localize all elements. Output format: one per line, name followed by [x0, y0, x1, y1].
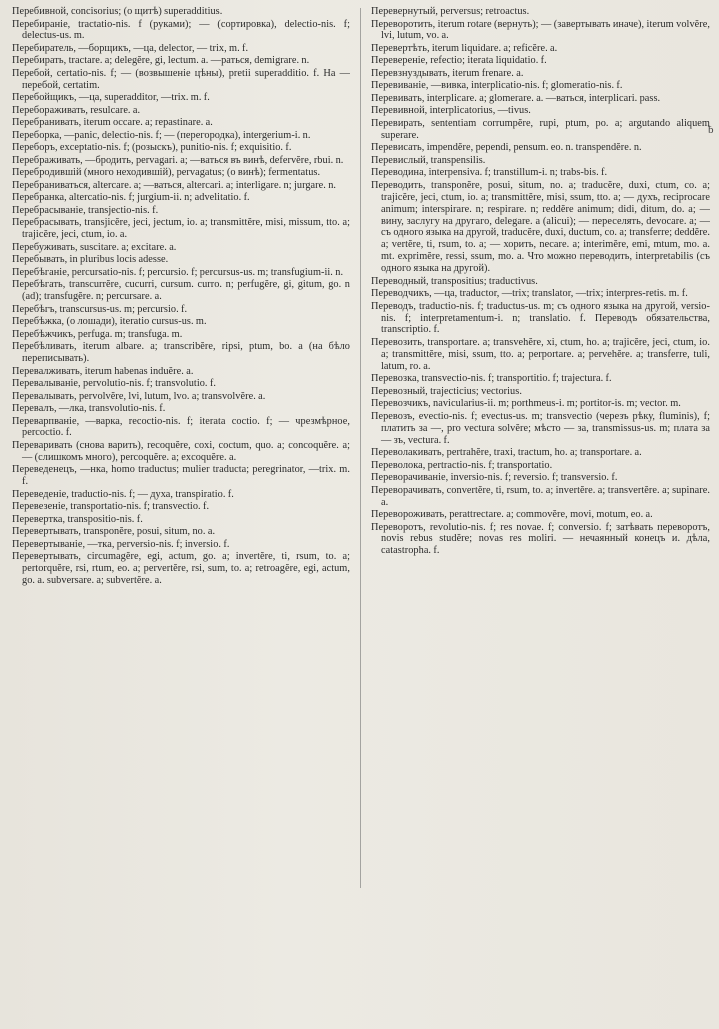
- dictionary-entry: Перевивной, interplicatorius, —tivus.: [371, 105, 531, 117]
- dictionary-entry: Перебранка, altercatio-nis. f; jurgium-ii. n; advelitatio. f.: [12, 192, 250, 204]
- dictionary-entry: Перевозъ, evectio-nis. f; evectus-us. m; transvectio (черезъ рѣку, fluminis), f; платить за —, pro vectura solvĕre; мѣсто — за, transmissus-us. m; плата за — зъ, vectura. f.: [371, 410, 710, 446]
- dictionary-entry: Переводчикъ, —ца, traductor, —trix; translator, —trix; interpres-retis. m. f.: [371, 288, 688, 300]
- dictionary-entry: Переведенецъ, —нка, homo traductus; mulier traducta; peregrinator, —trix. m. f.: [12, 464, 350, 488]
- dictionary-entry: Перевозить, transportare. a; transvehĕre, xi, ctum, ho. a; trajicĕre, jeci, ctum, io. a; transmittĕre, misi, ssum, tto. a; perportare. a; pervehĕre. a; transferre, tuli, latum, ro. a.: [371, 336, 710, 372]
- dictionary-entry: Перебойщикъ, —ца, superadditor, —trix. m. f.: [12, 92, 210, 104]
- dictionary-entry: Перевозчикъ, navicularius-ii. m; porthmeus-i. m; portitor-is. m; vector. m.: [371, 398, 681, 410]
- dictionary-entry: Перебрасыванiе, transjectio-nis. f.: [12, 204, 159, 216]
- dictionary-entry: Перевалъ, —лка, transvolutio-nis. f.: [12, 403, 166, 415]
- dictionary-entry: Перебѣливать, iterum albare. a; transcribĕre, ripsi, ptum, bo. a (на бѣло переписывать).: [12, 341, 350, 365]
- right-column: [371, 6, 710, 558]
- dictionary-entry: Перевирать, sententiam corrumpĕre, rupi, ptum, po. a; argutando aliquem superare.: [371, 117, 710, 141]
- dictionary-entry: Перевалживать, iterum habenas induĕre. a.: [12, 365, 194, 377]
- dictionary-entry: Перевисать, impendĕre, pependi, pensum. eo. n. transpendĕre. n.: [371, 142, 642, 154]
- dictionary-entry: Перевертыванiе, —тка, perversio-nis. f; inversio. f.: [12, 538, 230, 550]
- dictionary-entry: Переворачивать, convertĕre, ti, rsum, to. a; invertĕre. a; transvertĕre. a; supinare. a.: [371, 484, 710, 508]
- dictionary-entry: Переворотъ, revolutio-nis. f; res novae. f; conversio. f; затѣвать переворотъ, novis rebus studĕre; novas res moliri. — нечаянный конецъ и. дѣла, catastropha. f.: [371, 521, 710, 557]
- dictionary-entry: Перевезенiе, transportatio-nis. f; transvectio. f.: [12, 501, 210, 513]
- dictionary-entry: Перебирать, tractare. a; delegĕre, gi, lectum. a. —раться, demigrare. n.: [12, 55, 310, 67]
- dictionary-entry: Перевертывать, circumagĕre, egi, actum, go. a; invertĕre, ti, rsum, to. a; pertorquĕre, rsi, rtum, eo. a; pervertĕre, rsi, sum, to. a; retroagĕre, egi, actum, go. a. subversare. a; subvertĕre. a.: [12, 551, 350, 587]
- dictionary-entry: Переволока, pertractio-nis. f; transportatio.: [371, 459, 553, 471]
- dictionary-entry: Перебиранiе, tractatio-nis. f (руками); — (сортировка), delectio-nis. f; delectus-us. m.: [12, 18, 350, 42]
- dictionary-entry: Перевиванiе, —вивка, interplicatio-nis. f; glomeratio-nis. f.: [371, 80, 623, 92]
- dictionary-entry: Перебораживать, resulcare. a.: [12, 104, 141, 116]
- dictionary-entry: Перевалывать, pervolvĕre, lvi, lutum, lvo. a; transvolvĕre. a.: [12, 390, 266, 402]
- dictionary-entry: Переволакивать, pertrahĕre, traxi, tractum, ho. a; transportare. a.: [371, 447, 642, 459]
- dictionary-entry: Перевозка, transvectio-nis. f; transportitio. f; trajectura. f.: [371, 373, 612, 385]
- dictionary-entry: Переведенiе, traductio-nis. f; — духа, transpiratio. f.: [12, 488, 234, 500]
- dictionary-entry: Переваривать (снова варить), recoquĕre, coxi, coctum, quo. a; concoquĕre. a; — (слишкомъ много), percoquĕre. a; excoquĕre. a.: [12, 439, 350, 463]
- margin-mark: ƀ: [708, 124, 714, 136]
- dictionary-entry: Переварпванiе, —варка, recoctio-nis. f; iterata coctio. f; — чрезмѣрное, percoctio. f.: [12, 415, 350, 439]
- dictionary-entry: Перебѣганiе, percursatio-nis. f; percursio. f; percursus-us. m; transfugium-ii. n.: [12, 266, 344, 278]
- dictionary-entry: Переборъ, exceptatio-nis. f; (розыскъ), punitio-nis. f; exquisitio. f.: [12, 142, 292, 154]
- dictionary-entry: Перебиратель, —борщикъ, —ца, delector, — trix, m. f.: [12, 42, 249, 54]
- dictionary-entry: Переворачиванiе, inversio-nis. f; reversio. f; transversio. f.: [371, 472, 618, 484]
- dictionary-entry: Перевертѣть, iterum liquidare. a; reficĕre. a.: [371, 42, 558, 54]
- dictionary-entry: Перевзнуздывать, iterum frenare. a.: [371, 67, 524, 79]
- dictionary-entry: Перебраживать, —бродить, pervagari. a; —ваться въ винѣ, defervĕre, rbui. n.: [12, 154, 344, 166]
- dictionary-entry: Перевозный, trajecticius; vectorius.: [371, 385, 522, 397]
- dictionary-entry: Переводный, transpositius; traductivus.: [371, 275, 538, 287]
- dictionary-entry: Перевертка, transpositio-nis. f.: [12, 513, 143, 525]
- dictionary-entry: Переворотить, iterum rotare (вернуть); — (завертывать иначе), iterum volvĕre, lvi, lutum, vo. a.: [371, 18, 710, 42]
- dictionary-entry: Перебой, certatio-nis. f; — (возвышенiе цѣны), pretii superadditio. f. На — перебой, certatim.: [12, 67, 350, 91]
- dictionary-entry: Перебѣгъ, transcursus-us. m; percursio. f.: [12, 303, 188, 315]
- dictionary-entry: Переверенiе, refectio; iterata liquidatio. f.: [371, 55, 547, 67]
- dictionary-entry: Перевернутый, perversus; retroactus.: [371, 6, 530, 17]
- dictionary-entry: Перебивной, concisorius; (о щитѣ) superadditius.: [12, 6, 223, 17]
- dictionary-entry: Переводить, transponĕre, posui, situm, no. a; traducĕre, duxi, ctum, co. a; trajicĕre, jeci, ctum, io. a; transmittĕre, misi, ssum, tto. a; — духъ, reciprocare animum; interspirare. n; respirare. n; reddĕre animum; didi, ditum, do. a; — вину, заслугу на другаго, delegare. a (alicui); — переселять, devocare. a; — съ одного языка на другой, traducĕre, duxi, ductum, co. a; transferre; deddĕre. a; vertĕre, ti, rsum, to. a; — хорить, necare. a; interimĕre, emi, mtum, mo. a. mt. exprimĕre, ressi, ssum, mo. a. Что можно переводить, interpretabilis (съ одного языка на другой).: [371, 179, 710, 275]
- dictionary-entry: Перевороживать, perattrectare. a; commovĕre, movi, motum, eo. a.: [371, 509, 653, 520]
- dictionary-entry: Перебѣгать, transcurrĕre, cucurri, cursum. curro. n; perfugĕre, gi, gitum, go. n (ad); transfugĕre. n; percursare. a.: [12, 279, 350, 303]
- dictionary-entry: Перебуживать, suscitare. a; excitare. a.: [12, 241, 177, 253]
- dictionary-entry: Перебѣжка, (о лошади), iteratio cursus-us. m.: [12, 316, 207, 328]
- dictionary-entry: Перевертывать, transponĕre, posui, situm, no. a.: [12, 526, 216, 538]
- dictionary-entry: Перебраниваться, altercare. a; —ваться, altercari. a; interligare. n; jurgare. n.: [12, 179, 337, 191]
- dictionary-entry: Перебродившiй (много неходившiй), pervagatus; (о винѣ); fermentatus.: [12, 167, 321, 179]
- dictionary-entry: Перевислый, transpensilis.: [371, 154, 486, 166]
- dictionary-entry: Перебѣжчикъ, perfuga. m; transfuga. m.: [12, 328, 183, 340]
- dictionary-entry: Перебранивать, iterum occare. a; repastinare. a.: [12, 117, 213, 129]
- dictionary-entry: Переводина, interpensiva. f; transtillum-i. n; trabs-bis. f.: [371, 167, 608, 179]
- dictionary-entry: Переводъ, traductio-nis. f; traductus-us. m; съ одного языка на другой, versio-nis. f; interpretamentum-i. n; translatio. f. Переводъ обязательства, transcriptio. f.: [371, 300, 710, 336]
- dictionary-entry: Перевалыванiе, pervolutio-nis. f; transvolutio. f.: [12, 378, 216, 390]
- dictionary-entry: Перебрасывать, transjicĕre, jeci, jectum, io. a; transmittĕre, misi, missum, tto. a; trajicĕre, jeci, ctum, io. a.: [12, 217, 350, 241]
- dictionary-entry: Перевивать, interplicare. a; glomerare. a. —ваться, interplicari. pass.: [371, 92, 661, 104]
- dictionary-entry: Переборка, —panic, delectio-nis. f; — (перегородка), intergerium-i. n.: [12, 129, 311, 141]
- column-divider: [360, 8, 361, 888]
- dictionary-entry: Перебывать, in pluribus locis adesse.: [12, 254, 169, 266]
- left-column: [12, 6, 350, 588]
